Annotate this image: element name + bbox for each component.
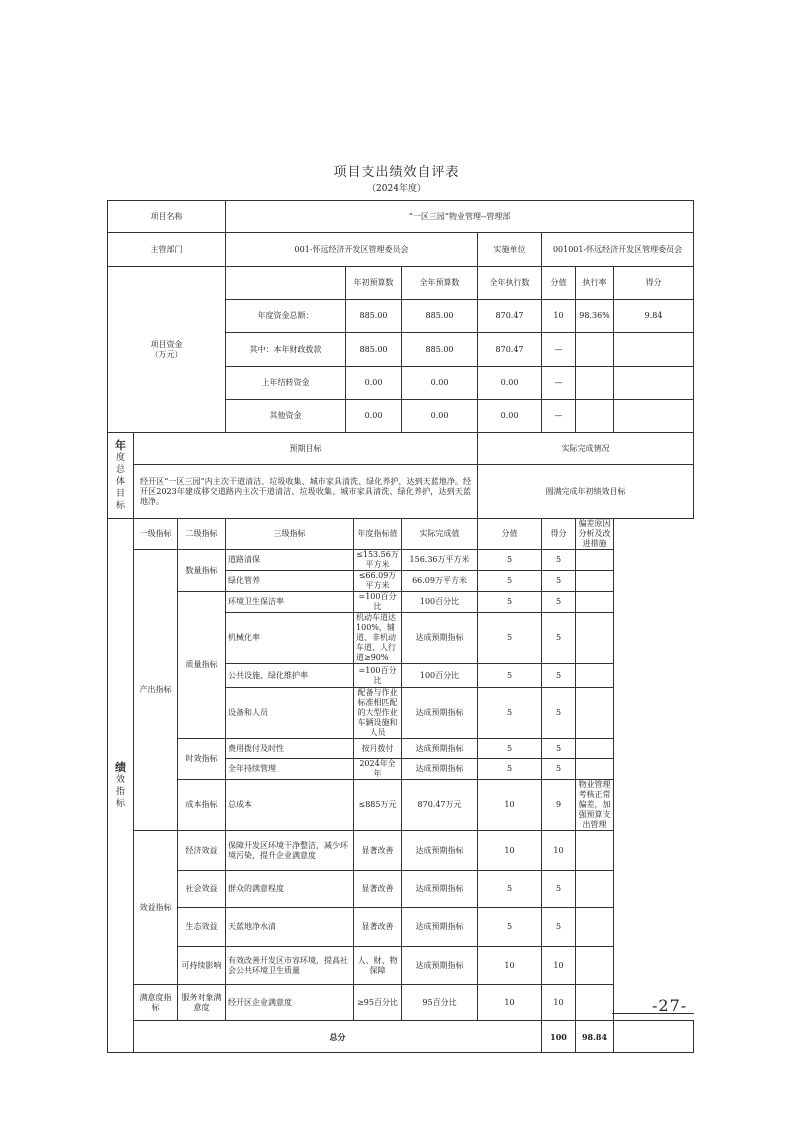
funds-row-initial: 0.00 xyxy=(346,400,402,433)
indicator-actual: 100百分比 xyxy=(402,592,478,613)
funds-row-annual: 885.00 xyxy=(402,333,478,367)
indicator-score: 5 xyxy=(542,871,576,908)
funds-row-executed: 0.00 xyxy=(478,367,542,400)
indicator-actual: 达成预期指标 xyxy=(402,739,478,759)
indicator-name: 机械化率 xyxy=(226,613,354,664)
indicator-target: ≤153.56万平方米 xyxy=(354,550,402,571)
indicator-note xyxy=(576,908,614,947)
page-title: 项目支出绩效自评表 xyxy=(333,165,460,180)
funds-row-score xyxy=(614,367,694,400)
indicator-target: 显著改善 xyxy=(354,831,402,871)
indicator-name: 费用拨付及时性 xyxy=(226,739,354,759)
indicator-name: 设备和人员 xyxy=(226,688,354,739)
funds-row-weight: — xyxy=(542,333,576,367)
funds-header-annual: 全年预算数 xyxy=(402,267,478,300)
indicator-row xyxy=(108,780,694,831)
satisfaction-indicator-label: 满意度指标 xyxy=(134,985,178,1021)
total-label: 总分 xyxy=(134,1021,542,1053)
annual-goal-label-char: 度 xyxy=(115,452,125,463)
indicator-weight: 5 xyxy=(478,613,542,664)
dept-label: 主管部门 xyxy=(108,233,226,267)
indicator-row xyxy=(108,908,694,947)
indicator-target: 机动车道达100%，辅道、非机动车道、人行道≥90% xyxy=(354,613,402,664)
indicator-actual: 达成预期指标 xyxy=(402,831,478,871)
funds-row-annual: 885.00 xyxy=(402,300,478,333)
indicator-target: ≥95百分比 xyxy=(354,985,402,1021)
indicator-weight: 10 xyxy=(478,985,542,1021)
indicator-note xyxy=(576,759,614,780)
annual-goal-label-char: 目 xyxy=(115,488,125,499)
indicator-score: 5 xyxy=(542,571,576,592)
indicator-name: 道路清保 xyxy=(226,550,354,571)
indicator-target: ≤885万元 xyxy=(354,780,402,831)
indicator-weight: 10 xyxy=(478,831,542,871)
indicator-weight: 5 xyxy=(478,871,542,908)
indicator-row xyxy=(108,739,694,759)
indicator-score: 9 xyxy=(542,780,576,831)
indicator-target: 按月拨付 xyxy=(354,739,402,759)
indicator-name: 全年持续管理 xyxy=(226,759,354,780)
indicator-name: 总成本 xyxy=(226,780,354,831)
row-project-name xyxy=(108,201,694,233)
indicator-score: 10 xyxy=(542,947,576,985)
funds-header-executed: 全年执行数 xyxy=(478,267,542,300)
indicator-target: 人、财、物保障 xyxy=(354,947,402,985)
indicators-label-char: 标 xyxy=(115,798,125,809)
funds-row-weight: 10 xyxy=(542,300,576,333)
funds-row-label: 年度资金总额： xyxy=(226,300,346,333)
funds-row-initial: 0.00 xyxy=(346,367,402,400)
goal-header-row xyxy=(108,433,694,465)
indicator-name: 保障开发区环境干净整洁，减少环境污染，提升企业满意度 xyxy=(226,831,354,871)
funds-row-label: 其中：本年财政拨款 xyxy=(226,333,346,367)
service-satisfaction-label: 服务对象满意度 xyxy=(178,985,226,1021)
indicator-name: 绿化管养 xyxy=(226,571,354,592)
funds-row-label: 其他资金 xyxy=(226,400,346,433)
indicator-target: ≤66.09万平方米 xyxy=(354,571,402,592)
indicator-weight: 5 xyxy=(478,759,542,780)
funds-row-rate xyxy=(576,367,614,400)
expected-goal-text: 经开区“一区三园”内主次干道清洁、垃圾收集、城市家具清洗、绿化养护，达到天蓝地净。经开区2023年建成移交道路内主次干道清洁、垃圾收集、城市家具清洗、绿化养护，达到天蓝地净。 xyxy=(134,465,478,519)
funds-row-weight: — xyxy=(542,400,576,433)
actual-completion-text: 圆满完成年初绩效目标 xyxy=(478,465,694,519)
indicator-name: 群众的满意程度 xyxy=(226,871,354,908)
annual-goal-label-char: 总 xyxy=(115,464,125,475)
indicator-score: 5 xyxy=(542,613,576,664)
funds-header-row xyxy=(108,267,694,300)
indicator-note xyxy=(576,592,614,613)
impl-label: 实施单位 xyxy=(478,233,542,267)
indicator-header-row xyxy=(108,519,694,550)
indicator-target: =100百分比 xyxy=(354,664,402,688)
funds-row-executed: 870.47 xyxy=(478,300,542,333)
project-name-label: 项目名称 xyxy=(108,201,226,233)
header-score: 得分 xyxy=(542,519,576,550)
indicator-actual: 达成预期指标 xyxy=(402,908,478,947)
indicator-actual: 870.47万元 xyxy=(402,780,478,831)
indicator-note xyxy=(576,664,614,688)
indicators-label-char: 效 xyxy=(115,774,125,785)
total-row xyxy=(108,1021,694,1053)
funds-row-initial: 885.00 xyxy=(346,300,402,333)
actual-completion-header: 实际完成情况 xyxy=(478,433,694,465)
header-target: 年度指标值 xyxy=(354,519,402,550)
timeliness-indicator-label: 时效指标 xyxy=(178,739,226,780)
page-subtitle: （2024年度） xyxy=(367,184,426,194)
page-number: -27- xyxy=(652,996,688,1015)
indicator-weight: 10 xyxy=(478,947,542,985)
indicator-name: 天蓝地净水清 xyxy=(226,908,354,947)
funds-row-score: 9.84 xyxy=(614,300,694,333)
indicator-note xyxy=(576,831,614,871)
indicator-target: 2024年全年 xyxy=(354,759,402,780)
indicator-note xyxy=(576,947,614,985)
indicator-weight: 5 xyxy=(478,571,542,592)
quantity-indicator-label: 数量指标 xyxy=(178,550,226,592)
funds-row-weight: — xyxy=(542,367,576,400)
indicator-actual: 66.09万平方米 xyxy=(402,571,478,592)
indicator-score: 5 xyxy=(542,550,576,571)
header-level1: 一级指标 xyxy=(134,519,178,550)
dept-value: 001-怀远经济开发区管理委员会 xyxy=(226,233,478,267)
indicators-label-big: 绩 xyxy=(115,760,126,774)
indicator-target: =100百分比 xyxy=(354,592,402,613)
indicator-note xyxy=(576,571,614,592)
indicators-label-char: 指 xyxy=(115,786,125,797)
funds-header-blank xyxy=(226,267,346,300)
indicator-row xyxy=(108,550,694,571)
output-indicator-label: 产出指标 xyxy=(134,550,178,831)
project-name-value: “一区三园”物业管理--管理部 xyxy=(226,201,694,233)
indicator-note xyxy=(576,985,614,1021)
funds-row-executed: 870.47 xyxy=(478,333,542,367)
indicator-row xyxy=(108,871,694,908)
indicator-note: 物业管理考核正常偏差，加强预算支出管理 xyxy=(576,780,614,831)
indicator-actual: 达成预期指标 xyxy=(402,688,478,739)
row-department xyxy=(108,233,694,267)
annual-goal-label-char: 体 xyxy=(115,476,125,487)
indicator-note xyxy=(576,739,614,759)
funds-header-score: 得分 xyxy=(614,267,694,300)
funds-row-rate: 98.36% xyxy=(576,300,614,333)
indicator-row xyxy=(108,592,694,613)
goal-content-row xyxy=(108,465,694,519)
indicator-score: 5 xyxy=(542,759,576,780)
indicator-score: 5 xyxy=(542,739,576,759)
indicator-actual: 100百分比 xyxy=(402,664,478,688)
indicator-name: 环境卫生保洁率 xyxy=(226,592,354,613)
indicator-note xyxy=(576,613,614,664)
funds-row-annual: 0.00 xyxy=(402,367,478,400)
quality-indicator-label: 质量指标 xyxy=(178,592,226,739)
indicator-weight: 5 xyxy=(478,908,542,947)
header-level3: 三级指标 xyxy=(226,519,354,550)
indicator-score: 5 xyxy=(542,664,576,688)
annual-goal-label-big: 年 xyxy=(115,438,126,452)
indicator-target: 显著改善 xyxy=(354,908,402,947)
funds-header-weight: 分值 xyxy=(542,267,576,300)
effect-indicator-label: 效益指标 xyxy=(134,831,178,985)
indicator-actual: 95百分比 xyxy=(402,985,478,1021)
indicator-target: 显著改善 xyxy=(354,871,402,908)
indicator-note xyxy=(576,688,614,739)
indicator-row xyxy=(108,831,694,871)
indicator-target: 配备与作业标准相匹配的大型作业车辆设施和人员 xyxy=(354,688,402,739)
indicator-score: 10 xyxy=(542,985,576,1021)
total-note xyxy=(614,1021,694,1053)
funds-row-label: 上年结转资金 xyxy=(226,367,346,400)
total-score: 98.84 xyxy=(576,1021,614,1053)
header-note: 偏差原因分析及改进措施 xyxy=(576,519,614,550)
indicator-weight: 5 xyxy=(478,664,542,688)
impl-value: 001001-怀远经济开发区管理委员会 xyxy=(542,233,694,267)
indicator-weight: 5 xyxy=(478,739,542,759)
sustainable-indicator-label: 可持续影响 xyxy=(178,947,226,985)
indicator-actual: 达成预期指标 xyxy=(402,871,478,908)
header-level2: 二级指标 xyxy=(178,519,226,550)
funds-label xyxy=(108,267,226,433)
funds-row-initial: 885.00 xyxy=(346,333,402,367)
indicator-name: 公共设施、绿化维护率 xyxy=(226,664,354,688)
indicator-row xyxy=(108,947,694,985)
indicator-name: 有效改善开发区市容环境，提高社会公共环境卫生质量 xyxy=(226,947,354,985)
funds-row-rate xyxy=(576,400,614,433)
indicator-score: 5 xyxy=(542,908,576,947)
indicators-label xyxy=(108,519,134,1053)
funds-label-line2: （万元） xyxy=(150,349,183,359)
funds-label-line1: 项目资金 xyxy=(150,339,183,349)
indicator-note xyxy=(576,550,614,571)
indicator-actual: 达成预期指标 xyxy=(402,613,478,664)
indicator-score: 10 xyxy=(542,831,576,871)
indicator-name: 经开区企业满意度 xyxy=(226,985,354,1021)
indicator-score: 5 xyxy=(542,688,576,739)
performance-table xyxy=(107,200,694,1053)
header-weight: 分值 xyxy=(478,519,542,550)
indicator-note xyxy=(576,871,614,908)
header-actual: 实际完成值 xyxy=(402,519,478,550)
indicator-weight: 5 xyxy=(478,688,542,739)
funds-header-initial: 年初预算数 xyxy=(346,267,402,300)
indicator-actual: 达成预期指标 xyxy=(402,759,478,780)
indicator-weight: 5 xyxy=(478,592,542,613)
funds-row-rate xyxy=(576,333,614,367)
indicator-row xyxy=(108,985,694,1021)
funds-row-executed: 0.00 xyxy=(478,400,542,433)
ecological-indicator-label: 生态效益 xyxy=(178,908,226,947)
funds-header-rate: 执行率 xyxy=(576,267,614,300)
expected-goal-header: 预期目标 xyxy=(134,433,478,465)
funds-row-annual: 0.00 xyxy=(402,400,478,433)
cost-indicator-label: 成本指标 xyxy=(178,780,226,831)
page-footer-rule xyxy=(612,1013,694,1014)
social-indicator-label: 社会效益 xyxy=(178,871,226,908)
total-weight: 100 xyxy=(542,1021,576,1053)
annual-goal-label xyxy=(108,433,134,519)
indicator-weight: 5 xyxy=(478,550,542,571)
indicator-weight: 10 xyxy=(478,780,542,831)
indicator-actual: 156.36万平方米 xyxy=(402,550,478,571)
indicator-score: 5 xyxy=(542,592,576,613)
economic-indicator-label: 经济效益 xyxy=(178,831,226,871)
annual-goal-label-char: 标 xyxy=(115,500,125,511)
funds-row-score xyxy=(614,400,694,433)
indicator-actual: 达成预期指标 xyxy=(402,947,478,985)
funds-row-score xyxy=(614,333,694,367)
